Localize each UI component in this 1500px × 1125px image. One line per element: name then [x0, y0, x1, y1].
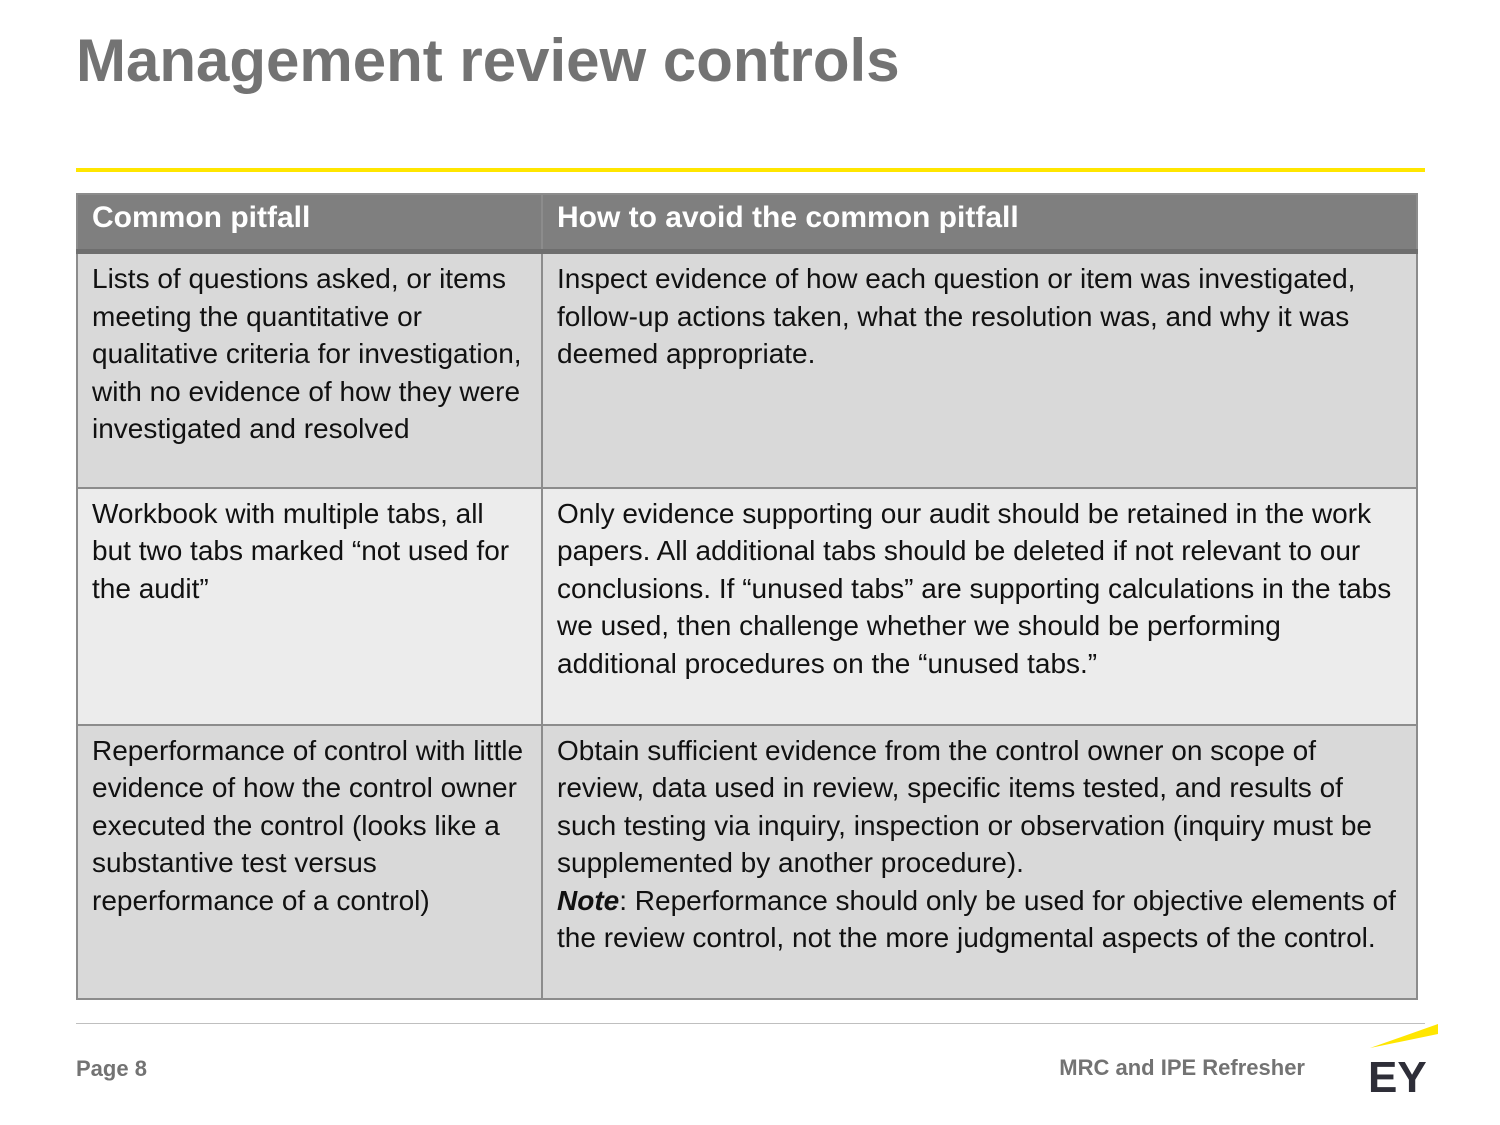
note-label: Note	[557, 884, 620, 916]
avoid-cell: Only evidence supporting our audit should be retained in the work papers. All additional tabs should be deleted if not relevant to our conclusions. If “unused tabs” are supporting calculations in the tabs we used, then challenge whether we should be performing additional procedures on the “unused tabs.”	[542, 488, 1417, 725]
table-row	[77, 488, 1417, 725]
avoid-cell	[542, 725, 1417, 999]
avoid-text: Obtain sufficient evidence from the control owner on scope of review, data used in review, specific items tested, and results of such testing via inquiry, inspection or observation (inquiry must be supplemented by another procedure).	[557, 734, 1372, 878]
footer-deck-title: MRC and IPE Refresher	[1059, 1055, 1305, 1080]
page-number: Page 8	[76, 1056, 147, 1081]
footer-divider	[76, 1023, 1425, 1024]
logo-text: EY	[1368, 1053, 1427, 1094]
page-title: Management review controls	[76, 27, 900, 94]
pitfalls-table	[76, 193, 1418, 1000]
table-header-row	[77, 194, 1417, 252]
avoid-cell: Inspect evidence of how each question or item was investigated, follow-up actions taken, what the resolution was, and why it was deemed appropriate.	[542, 252, 1417, 488]
note-text: : Reperformance should only be used for objective elements of the review control, not the more judgmental aspects of the control.	[557, 884, 1396, 953]
title-underline	[76, 168, 1425, 172]
header-common-pitfall: Common pitfall	[77, 194, 542, 252]
table-row	[77, 252, 1417, 488]
header-how-to-avoid: How to avoid the common pitfall	[542, 194, 1417, 252]
pitfall-cell: Lists of questions asked, or items meeting the quantitative or qualitative criteria for investigation, with no evidence of how they were investigated and resolved	[77, 252, 542, 488]
table-row	[77, 725, 1417, 999]
pitfall-cell: Reperformance of control with little evidence of how the control owner executed the control (looks like a substantive test versus reperformance of a control)	[77, 725, 542, 999]
ey-logo-icon	[1366, 1022, 1440, 1094]
pitfall-cell: Workbook with multiple tabs, all but two tabs marked “not used for the audit”	[77, 488, 542, 725]
